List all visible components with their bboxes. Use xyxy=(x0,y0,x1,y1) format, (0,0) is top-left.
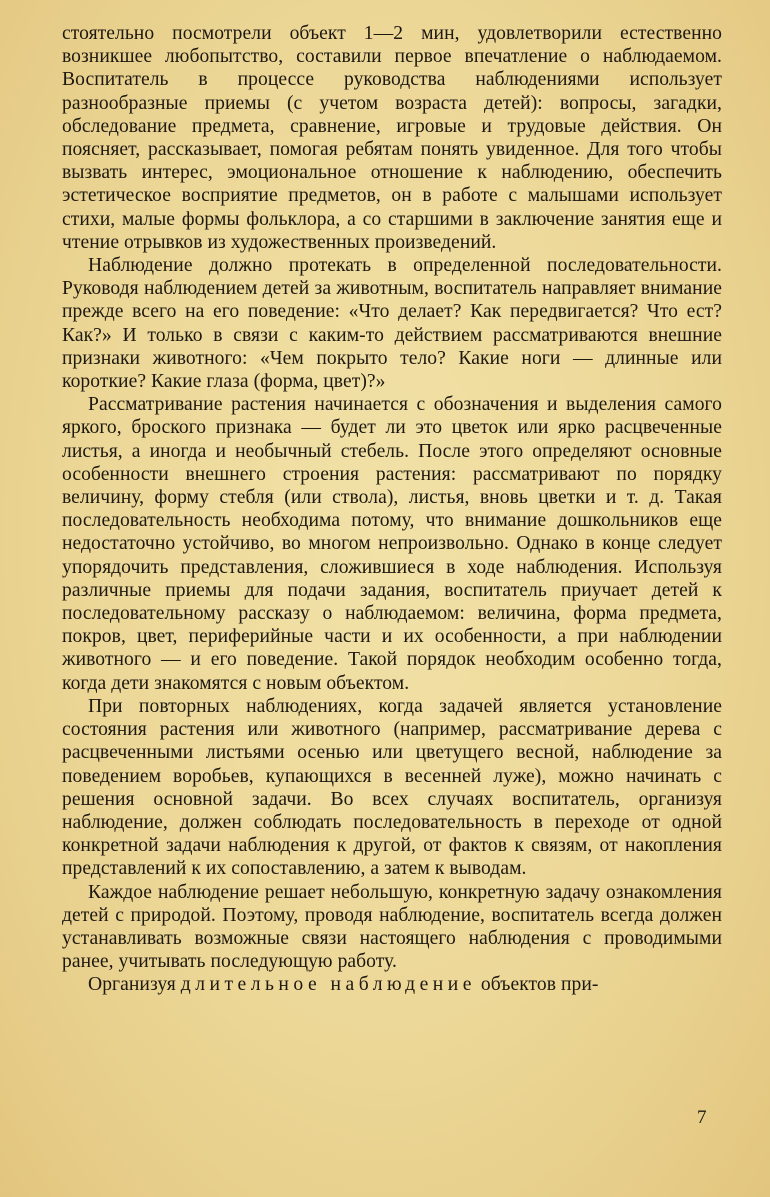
spaced-emphasis: длительное наблюдение xyxy=(180,974,476,996)
paragraph-6 xyxy=(62,973,722,996)
paragraph-1: стоятельно посмотрели объект 1—2 мин, удовлетворили естественно возникшее любопытство, составили первое впечатление о наблюдаемом. Воспитатель в процессе руководства наблюдениями использует разнообразные приемы (с учетом возраста детей): вопросы, загадки, обследование предмета, сравнение, игровые и трудовые действия. Он поясняет, рассказывает, помогая ребятам понять увиденное. Для того чтобы вызвать интерес, эмоциональное отношение к наблюдению, обеспечить эстетическое восприятие предметов, он в работе с малышами использует стихи, малые формы фольклора, а со старшими в заключение занятия еще и чтение отрывков из художественных произведений. xyxy=(62,23,722,253)
paragraph-5: Каждое наблюдение решает небольшую, конкретную задачу ознакомления детей с природой. Поэтому, проводя наблюдение, воспитатель всегда должен устанавливать возможные связи настоящего наблюдения с проводимыми ранее, учитывать последующую работу. xyxy=(62,881,722,973)
paragraph-4: При повторных наблюдениях, когда задачей является установление состояния растения или животного (например, рассматривание дерева с расцвеченными листьями осенью или цветущего весной, наблюдение за поведением воробьев, купающихся в весенней луже), можно начинать с решения основной задачи. Во всех случаях воспитатель, организуя наблюдение, должен соблюдать последовательность в переходе от одной конкретной задачи наблюдения к другой, от фактов к связям, от накопления представлений к их сопоставлению, а затем к выводам. xyxy=(62,695,722,880)
paragraph-6-tail: объектов при- xyxy=(480,974,599,996)
paragraph-2: Наблюдение должно протекать в определенной последовательности. Руководя наблюдением детей за животным, воспитатель направляет внимание прежде всего на его поведение: «Что делает? Как передвигается? Что ест? Как?» И только в связи с каким-то действием рассматриваются внешние признаки животного: «Чем покрыто тело? Какие ноги — длинные или короткие? Какие глаза (форма, цвет)?» xyxy=(62,255,722,393)
paragraph-6-lead: Организуя xyxy=(88,974,176,996)
body-text xyxy=(62,22,722,997)
paragraph-3: Рассматривание растения начинается с обозначения и выделения самого яркого, броского признака — будет ли это цветок или ярко расцвеченные листья, а иногда и необычный стебель. После этого определяют основные особенности внешнего строения растения: рассматривают по порядку величину, форму стебля (или ствола), листья, вновь цветки и т. д. Такая последовательность необходима потому, что внимание дошкольников еще недостаточно устойчиво, во многом непроизвольно. Однако в конце следует упорядочить представления, сложившиеся в ходе наблюдения. Используя различные приемы для подачи задания, воспитатель приучает детей к последовательному рассказу о наблюдаемом: величина, форма предмета, покров, цвет, периферийные части и их особенности, а при наблюдении животного — и его поведение. Такой порядок необходим особенно тогда, когда дети знакомятся с новым объектом. xyxy=(62,394,722,694)
page-number: 7 xyxy=(697,1107,707,1128)
